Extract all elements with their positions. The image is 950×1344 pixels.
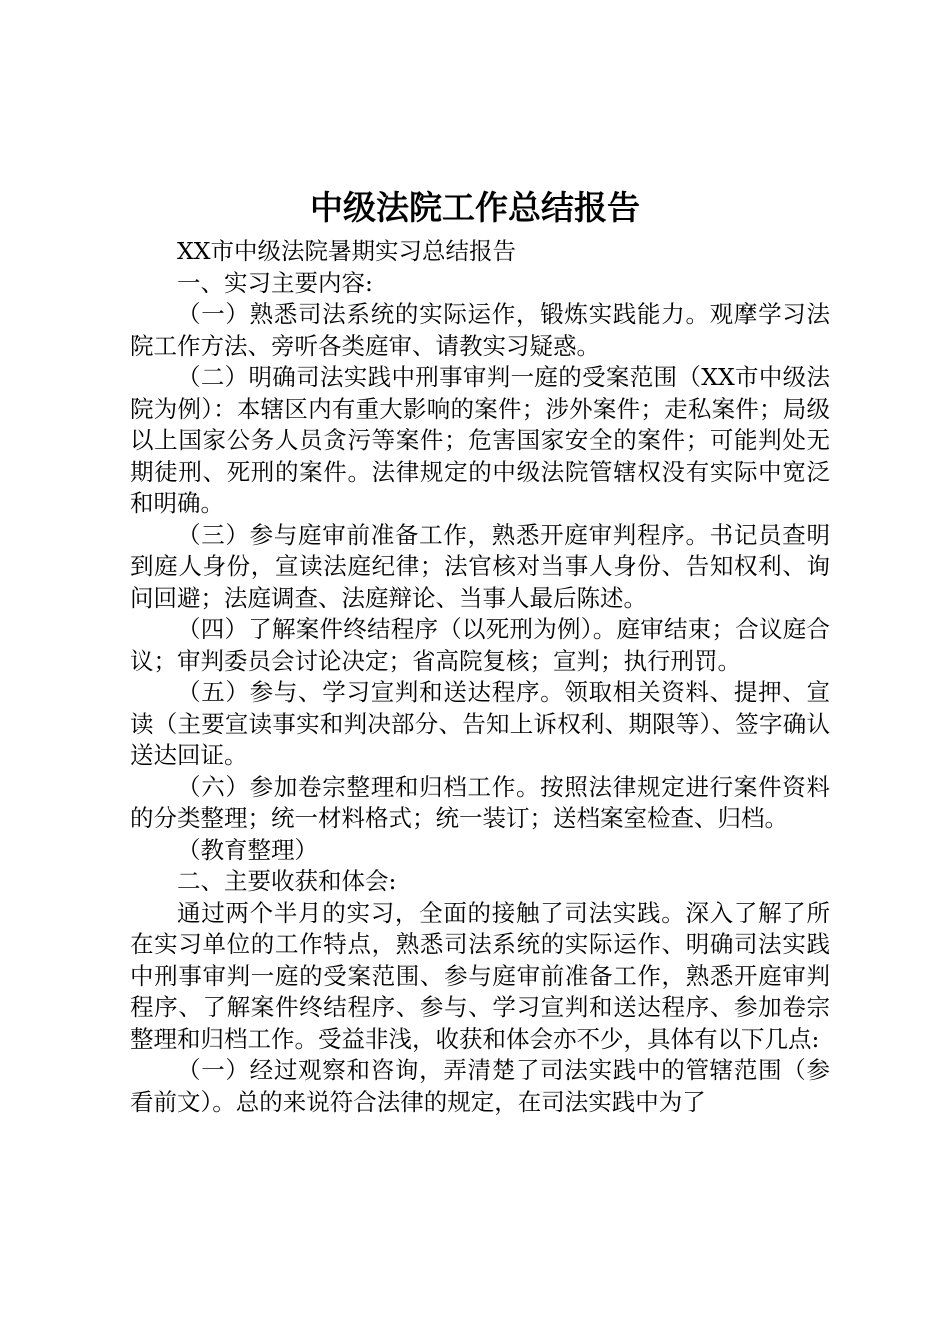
section-heading-gains: 二、主要收获和体会:: [177, 867, 397, 895]
document-title: 中级法院工作总结报告: [310, 188, 640, 227]
section-heading-content: 一、实习主要内容:: [177, 268, 373, 297]
paragraph: （一）熟悉司法系统的实际运作，锻炼实践能力。观摩学习法院工作方法、旁听各类庭审、请教实习疑惑。: [130, 300, 830, 360]
note-line: （教育整理）: [177, 835, 318, 864]
paragraph: 通过两个半月的实习，全面的接触了司法实践。深入了解了所在实习单位的工作特点，熟悉司法系统的实际运作、明确司法实践中刑事审判一庭的受案范围、参与庭审前准备工作，熟悉开庭审判程序、了解案件终结程序、参与、学习宣判和送达程序、参加卷宗整理和归档工作。受益非浅，收获和体会亦不少，具体有以下几点:: [130, 898, 830, 1053]
paragraph: （三）参与庭审前准备工作，熟悉开庭审判程序。书记员查明到庭人身份，宣读法庭纪律；法官核对当事人身份、告知权利、询问回避；法庭调查、法庭辩论、当事人最后陈述。: [130, 520, 830, 612]
paragraph: （六）参加卷宗整理和归档工作。按照法律规定进行案件资料的分类整理；统一材料格式；统一装订；送档案室检查、归档。: [130, 772, 830, 832]
report-subtitle: XX市中级法院暑期实习总结报告: [177, 237, 516, 265]
paragraph: （二）明确司法实践中刑事审判一庭的受案范围（XX市中级法院为例）：本辖区内有重大影响的案件；涉外案件；走私案件；局级以上国家公务人员贪污等案件；危害国家安全的案件；可能判处无期徒刑、死刑的案件。法律规定的中级法院管辖权没有实际中宽泛和明确。: [130, 363, 830, 517]
paragraph: （五）参与、学习宣判和送达程序。领取相关资料、提押、宣读（主要宣读事实和判决部分、告知上诉权利、期限等）、签字确认送达回证。: [130, 678, 830, 769]
document-body: [130, 236, 830, 1118]
paragraph: （四）了解案件终结程序（以死刑为例）。庭审结束；合议庭合议；审判委员会讨论决定；省高院复核；宣判；执行刑罚。: [130, 615, 830, 675]
paragraph: （一）经过观察和咨询，弄清楚了司法实践中的管辖范围（参看前文）。总的来说符合法律的规定，在司法实践中为了: [130, 1056, 830, 1116]
